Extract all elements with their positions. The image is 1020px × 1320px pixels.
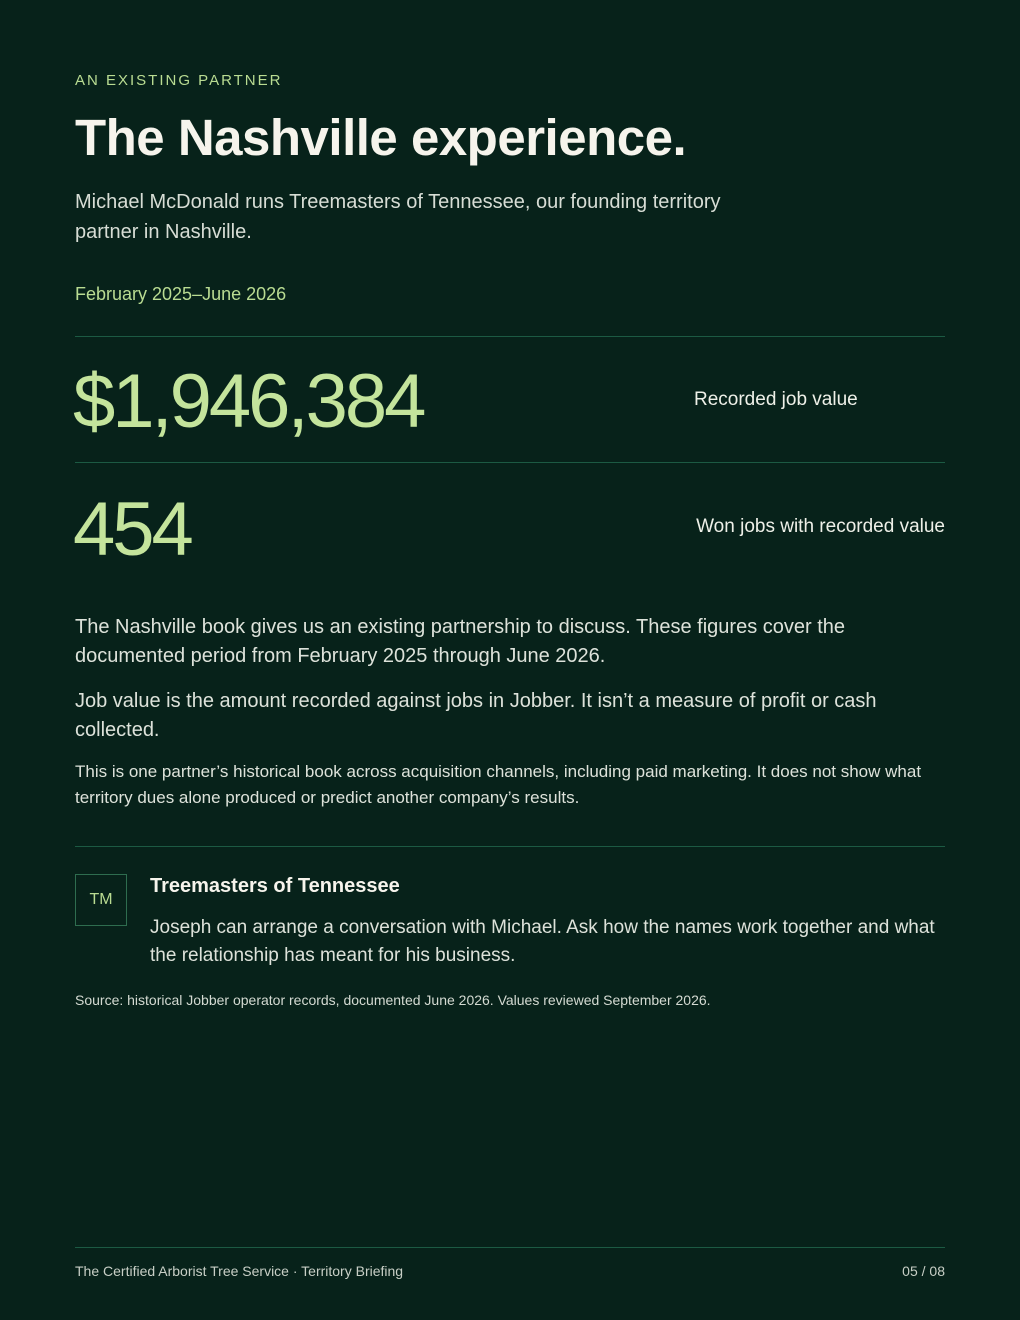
page-number: 05 / 08	[902, 1263, 945, 1279]
footer-document-title: The Certified Arborist Tree Service · Territory Briefing	[75, 1263, 404, 1279]
divider	[75, 462, 945, 463]
footer-divider	[75, 1247, 945, 1248]
stat-label-won-jobs: Won jobs with recorded value	[696, 516, 945, 537]
period-label: February 2025–June 2026	[75, 284, 287, 304]
stat-value-won-jobs: 454	[73, 487, 191, 572]
stat-value-job-value: $1,946,384	[73, 359, 424, 444]
body-paragraph-3: This is one partner’s historical book across acquisition channels, including paid marketing. It does not show what territory dues alone produced or predict another company’s results.	[75, 762, 922, 807]
intro-text: Michael McDonald runs Treemasters of Tennessee, our founding territory partner in Nashville.	[75, 191, 721, 243]
partner-name: Treemasters of Tennessee	[150, 875, 400, 897]
divider	[75, 846, 945, 847]
body-paragraph-2: Job value is the amount recorded against jobs in Jobber. It isn’t a measure of profit or cash collected.	[75, 690, 877, 741]
page-title: The Nashville experience.	[75, 109, 687, 166]
partner-card	[75, 874, 945, 974]
stat-label-job-value: Recorded job value	[694, 389, 858, 410]
partner-description: Joseph can arrange a conversation with Michael. Ask how the names work together and what the relationship has meant for his business.	[150, 917, 935, 966]
partner-monogram: TM	[75, 874, 127, 926]
divider	[75, 336, 945, 337]
section-eyebrow: AN EXISTING PARTNER	[75, 72, 283, 89]
body-paragraph-1: The Nashville book gives us an existing partnership to discuss. These figures cover the documented period from February 2025 through June 2026.	[75, 616, 846, 667]
source-note: Source: historical Jobber operator records, documented June 2026. Values reviewed September 2026.	[75, 992, 711, 1008]
briefing-page	[75, 0, 945, 1320]
